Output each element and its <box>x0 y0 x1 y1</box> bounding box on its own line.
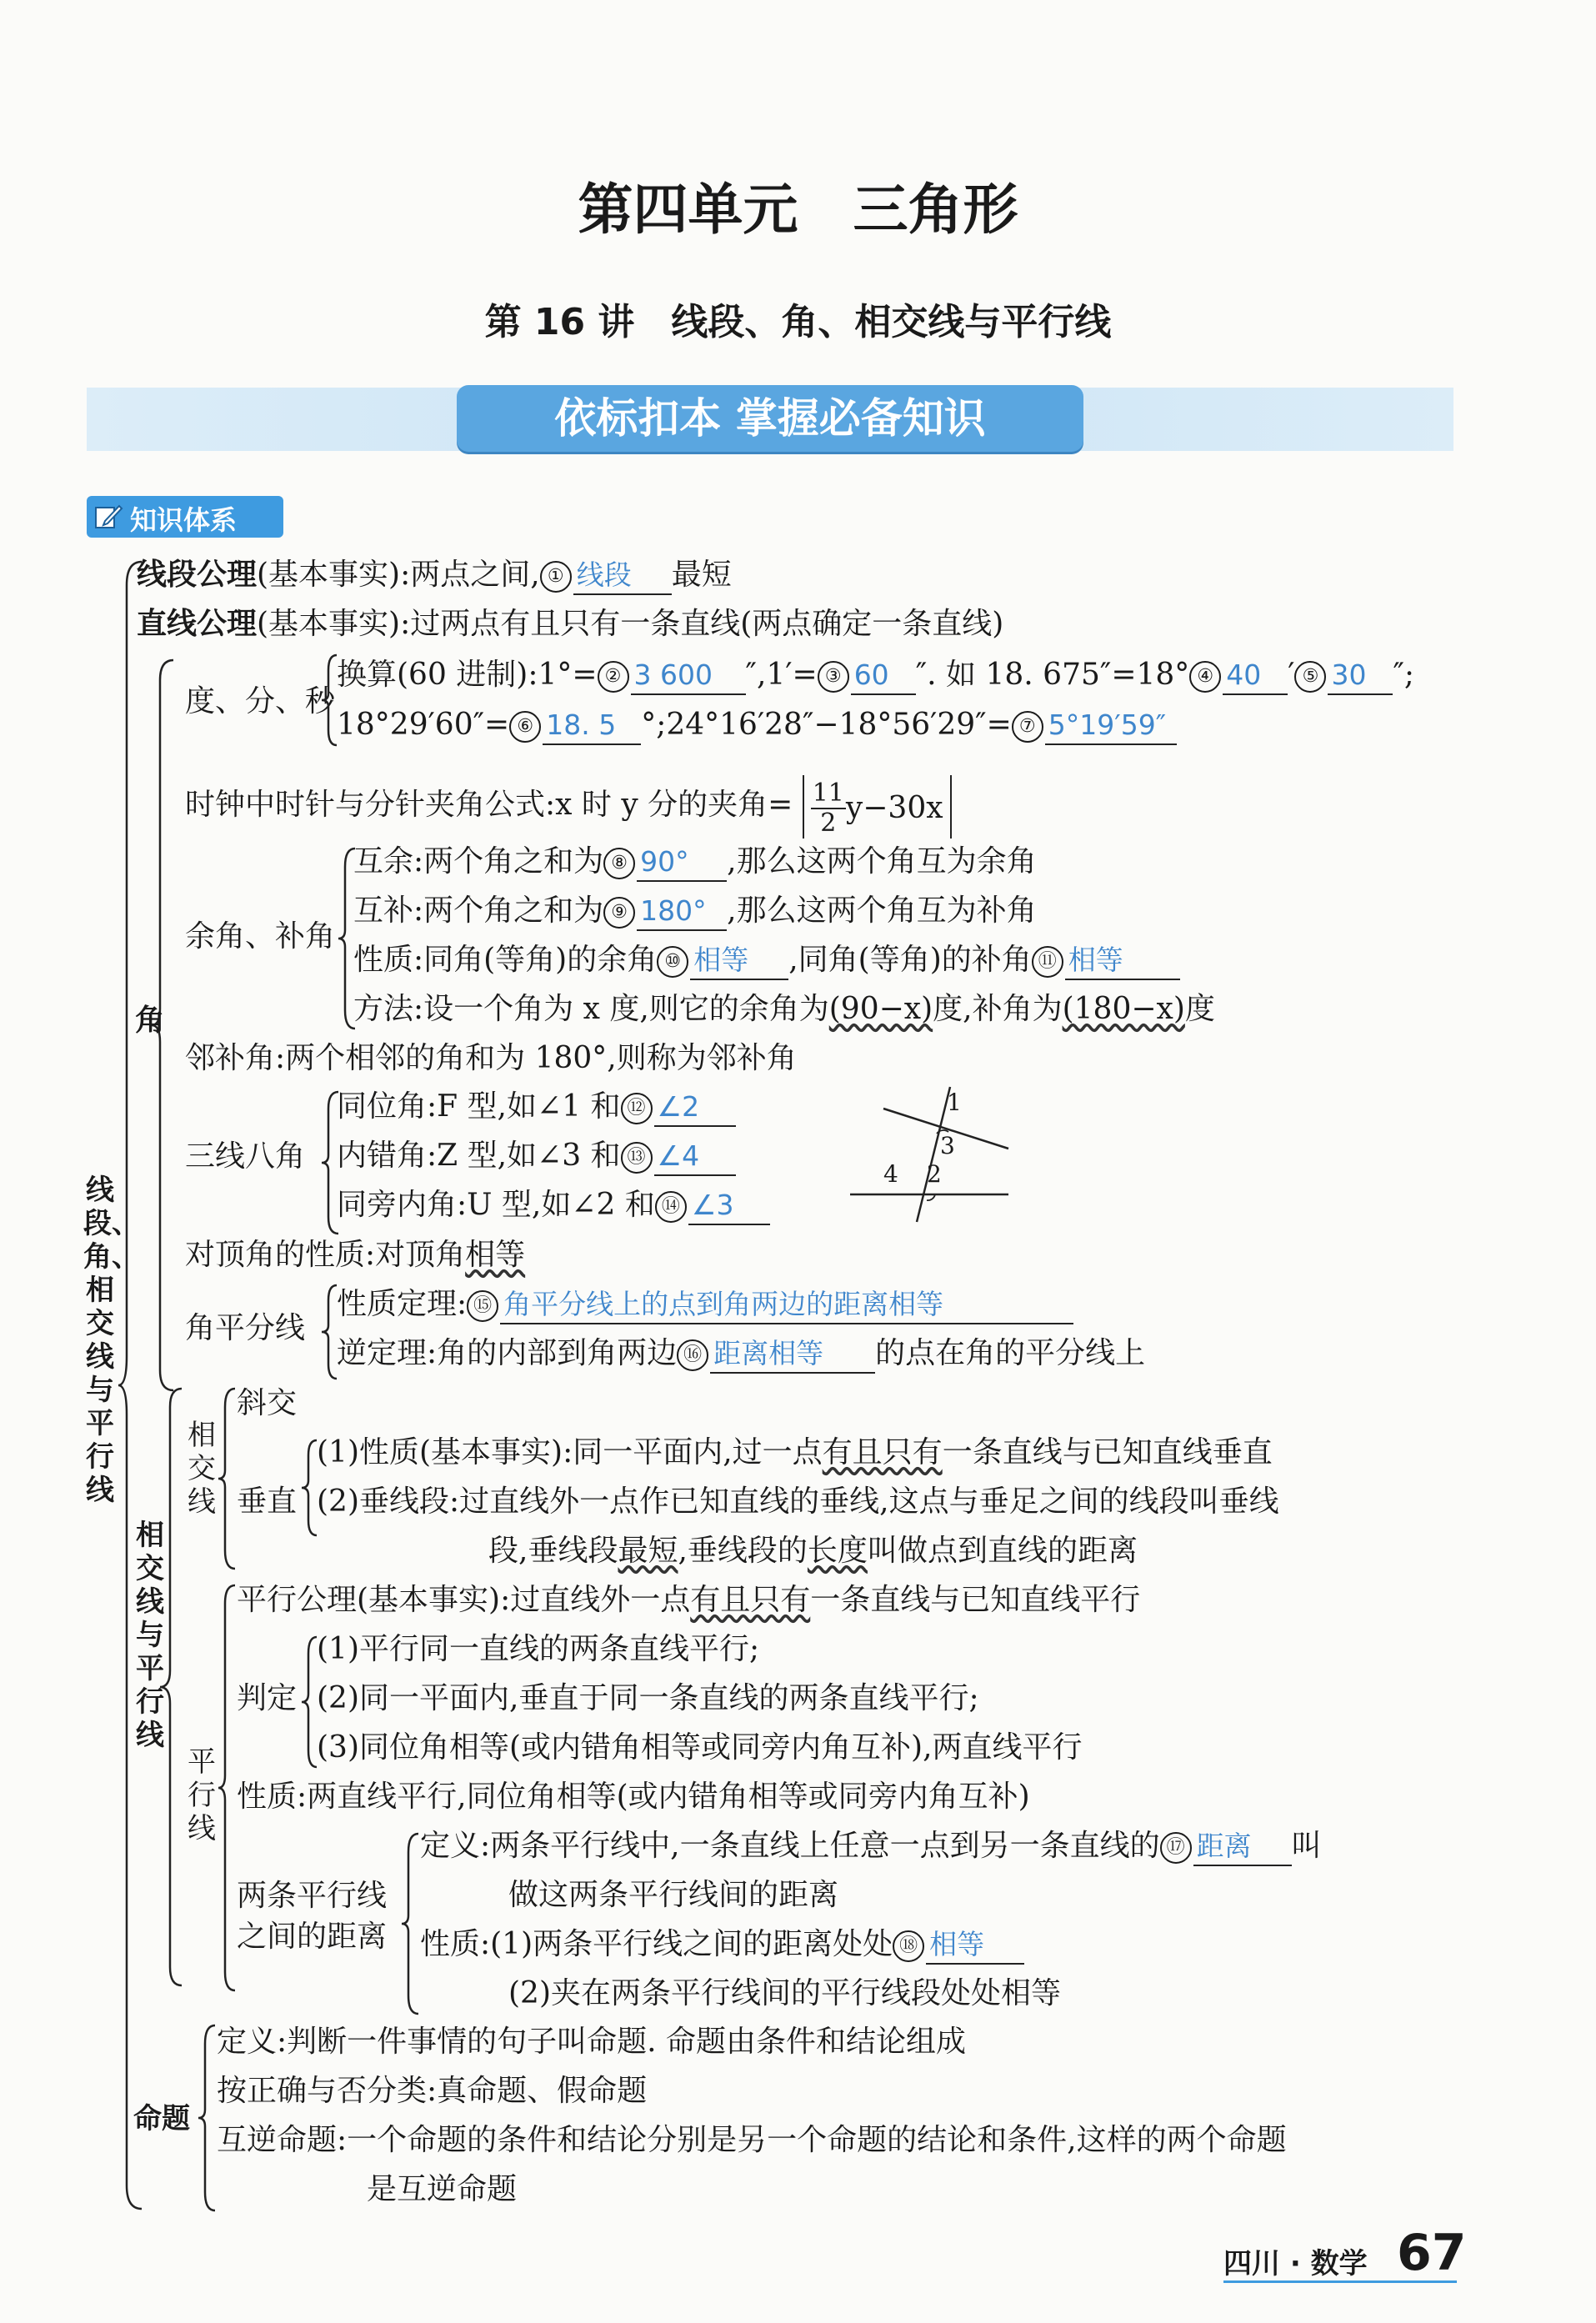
judge-3: (3)同位角相等(或内错角相等或同旁内角互补),两直线平行 <box>317 1730 1083 1765</box>
alternate-angles: 内错角:Z 型,如∠3 和 ⑬ ∠4 <box>337 1138 736 1176</box>
section-badge-label: 知识体系 <box>130 504 238 536</box>
answer-16: 距离相等 <box>710 1335 875 1374</box>
proposition-4: 是互逆命题 <box>367 2172 518 2206</box>
answer-18: 相等 <box>926 1926 1024 1965</box>
answer-15: 角平分线上的点到角两边的距离相等 <box>500 1286 1073 1324</box>
blank-number: ① <box>540 561 572 593</box>
perpendicular-label: 垂直 <box>237 1484 298 1519</box>
answer-11: 相等 <box>1065 942 1180 980</box>
vertical-angles: 对顶角的性质:对顶角相等 <box>185 1238 526 1272</box>
edit-icon <box>93 501 123 531</box>
answer-12: ∠2 <box>654 1089 736 1127</box>
corresponding-angles: 同位角:F 型,如∠1 和 ⑫ ∠2 <box>337 1089 736 1127</box>
proposition-brace <box>197 2024 218 2212</box>
answer-6: 18. 5 <box>543 707 641 745</box>
dms-label: 度、分、秒 <box>185 684 336 718</box>
distance-brace <box>400 1832 422 2015</box>
proposition-1: 定义:判断一件事情的句子叫命题. 命题由条件和结论组成 <box>217 2025 967 2059</box>
judge-label: 判定 <box>237 1681 298 1715</box>
bisector-theorem: 性质定理: ⑮ 角平分线上的点到角两边的距离相等 <box>337 1286 1073 1324</box>
diagram-label-1: 1 <box>947 1089 962 1116</box>
diagram-label-4: 4 <box>883 1160 898 1188</box>
answer-4: 40 <box>1223 657 1288 695</box>
lecture-title: 第 16 讲 线段、角、相交线与平行线 <box>484 301 1112 343</box>
main-brace <box>117 560 150 2210</box>
angle-label: 角 <box>135 1004 166 1038</box>
proposition-label: 命题 <box>133 2102 190 2135</box>
parallel-label: 平行线 <box>188 1745 216 1845</box>
distance-property-2: (2)夹在两条平行线间的平行线段处处相等 <box>508 1976 1061 2010</box>
intersect-label: 相交线 <box>188 1419 216 1519</box>
conversion-line-1: 换算(60 进制):1°= ② 3 600 ″,1′= ③ 60 ″. 如 18. 675″=18° ④ 40 ′ ⑤ 30 ″; <box>337 657 1414 695</box>
three-lines-diagram <box>842 1084 1017 1225</box>
segment-axiom: 线段公理(基本事实):两点之间, ① 线段 最短 <box>137 557 732 595</box>
judge-1: (1)平行同一直线的两条直线平行; <box>317 1632 760 1666</box>
fraction-denominator: 2 <box>820 809 837 838</box>
parallel-property: 性质:两直线平行,同位角相等(或内错角相等或同旁内角互补) <box>237 1780 1030 1814</box>
section-badge <box>87 496 283 538</box>
answer-3: 60 <box>851 657 916 695</box>
complement-2: 互补:两个角之和为 ⑨ 180° ,那么这两个角互为补角 <box>353 893 1037 931</box>
footer-label: 四川 · 数学 <box>1223 2247 1368 2280</box>
answer-13: ∠4 <box>654 1138 736 1176</box>
line-axiom: 直线公理(基本事实):过两点有且只有一条直线(两点确定一条直线) <box>137 607 1004 641</box>
proposition-2: 按正确与否分类:真命题、假命题 <box>217 2074 648 2108</box>
three-lines-label: 三线八角 <box>185 1139 306 1174</box>
banner: 依标扣本 掌握必备知识 <box>457 385 1083 452</box>
bisector-converse: 逆定理:角的内部到角两边 ⑯ 距离相等 的点在角的平分线上 <box>337 1335 1145 1374</box>
clock-formula: 时钟中时针与分针夹角公式:x 时 y 分的夹角= $\frac{11}{2}$ y−30x <box>185 775 952 839</box>
perpendicular-3: 段,垂线段最短,垂线段的长度叫做点到直线的距离 <box>488 1534 1138 1568</box>
unit-title: 第四单元 三角形 <box>578 177 1018 242</box>
lines-label: 相交线与平行线 <box>136 1519 164 1752</box>
main-label: 线段、角、相交线与平行线 <box>83 1174 140 1507</box>
parallel-brace <box>217 1584 238 1992</box>
page-number: 67 <box>1397 2224 1467 2282</box>
abs-value: $\frac{11}{2}$ y−30x <box>803 775 952 839</box>
distance-definition-2: 做这两条平行线间的距离 <box>508 1878 839 1912</box>
answer-17: 距离 <box>1193 1828 1292 1866</box>
diagram-label-3: 3 <box>940 1132 955 1159</box>
answer-8: 90° <box>637 844 727 882</box>
distance-label-1: 两条平行线 <box>237 1879 388 1913</box>
intersect-brace <box>217 1387 238 1570</box>
complement-4: 方法:设一个角为 x 度,则它的余角为(90−x)度,补角为(180−x)度 <box>353 992 1215 1026</box>
complement-3: 性质:同角(等角)的余角 ⑩ 相等 ,同角(等角)的补角 ⑪ 相等 <box>353 942 1180 980</box>
answer-14: ∠3 <box>688 1187 770 1225</box>
perpendicular-2: (2)垂线段:过直线外一点作已知直线的垂线,这点与垂足之间的线段叫垂线 <box>317 1484 1279 1519</box>
distance-label-2: 之间的距离 <box>237 1920 388 1954</box>
judge-2: (2)同一平面内,垂直于同一条直线的两条直线平行; <box>317 1681 979 1715</box>
interior-angles: 同旁内角:U 型,如∠2 和 ⑭ ∠3 <box>337 1187 770 1225</box>
perpendicular-1: (1)性质(基本事实):同一平面内,过一点有且只有一条直线与已知直线垂直 <box>317 1435 1273 1469</box>
answer-2: 3 600 <box>631 657 746 695</box>
adjacent-angle: 邻补角:两个相邻的角和为 180°,则称为邻补角 <box>185 1041 797 1075</box>
answer-10: 相等 <box>690 942 788 980</box>
distance-property-1: 性质:(1)两条平行线之间的距离处处 ⑱ 相等 <box>420 1926 1024 1965</box>
conversion-line-2: 18°29′60″= ⑥ 18. 5 °;24°16′28″−18°56′29″= ⑦ 5°19′59″ <box>337 707 1177 745</box>
distance-definition: 定义:两条平行线中,一条直线上任意一点到另一条直线的 ⑰ 距离 叫 <box>420 1828 1322 1866</box>
answer-7: 5°19′59″ <box>1045 707 1177 745</box>
diagram-label-2: 2 <box>927 1160 942 1188</box>
complement-label: 余角、补角 <box>185 919 336 954</box>
parallel-axiom: 平行公理(基本事实):过直线外一点有且只有一条直线与已知直线平行 <box>237 1583 1141 1617</box>
oblique: 斜交 <box>237 1386 298 1420</box>
answer-1: 线段 <box>573 557 672 595</box>
proposition-3: 互逆命题:一个命题的条件和结论分别是另一个命题的结论和条件,这样的两个命题 <box>217 2123 1287 2157</box>
answer-9: 180° <box>637 893 727 931</box>
complement-1: 互余:两个角之和为 ⑧ 90° ,那么这两个角互为余角 <box>353 844 1037 882</box>
bisector-label: 角平分线 <box>185 1311 306 1345</box>
fraction-numerator: 11 <box>812 779 844 808</box>
answer-5: 30 <box>1328 657 1393 695</box>
